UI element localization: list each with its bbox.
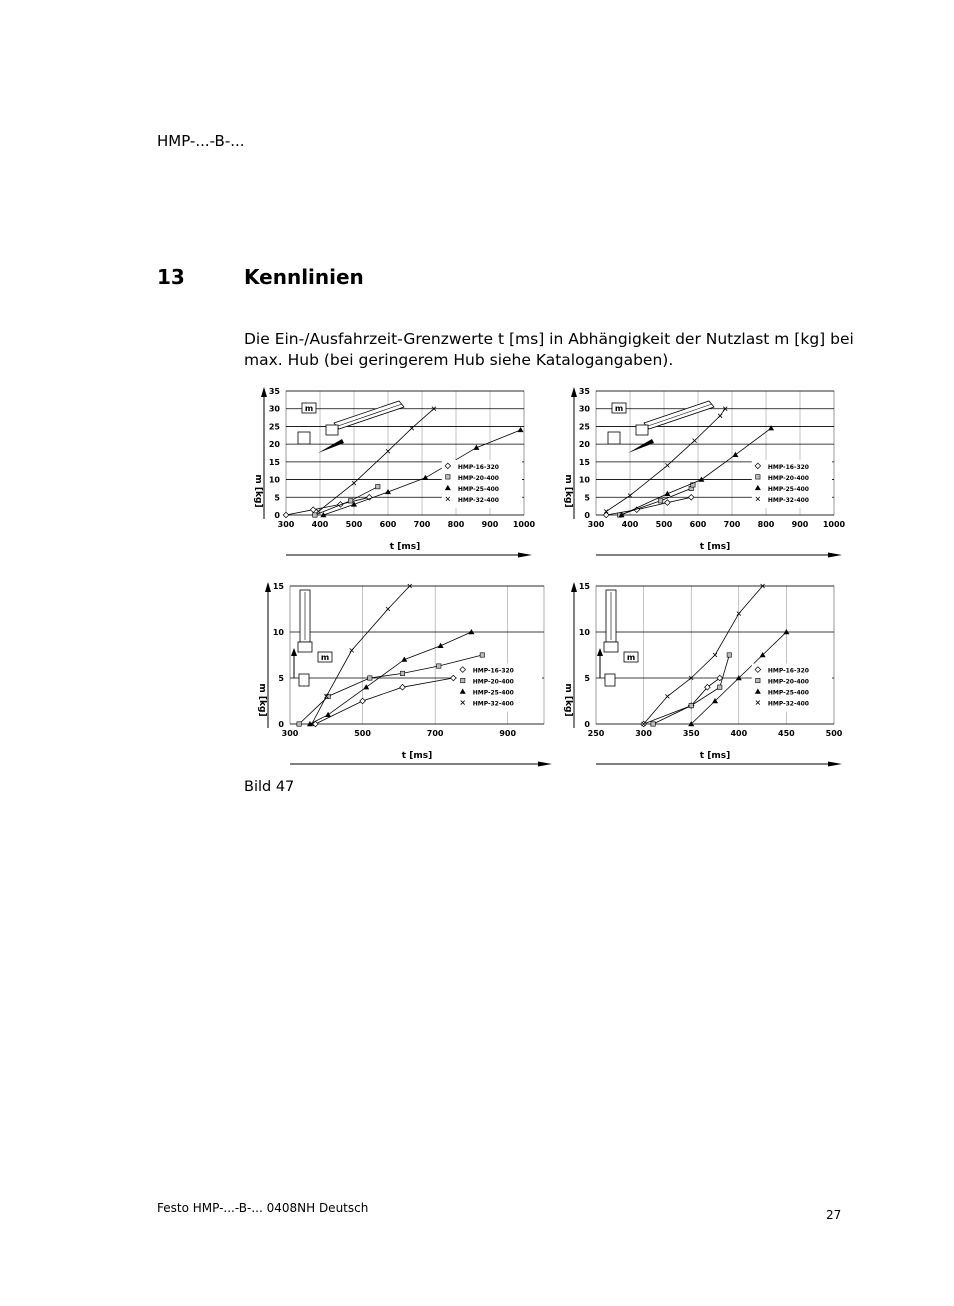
y-tick-label: 10 (578, 628, 590, 637)
data-point-cross (693, 439, 697, 443)
y-tick-label: 5 (274, 493, 280, 503)
footer-text: Festo HMP-...-B-... 0408NH Deutsch (157, 1201, 369, 1215)
y-tick-label: 0 (278, 720, 284, 729)
x-tick-label: 500 (345, 520, 363, 529)
data-point-triangle (422, 475, 428, 480)
data-point-cross (718, 414, 722, 418)
actuator-illustration (597, 590, 638, 686)
figure-caption: Bild 47 (244, 779, 295, 795)
data-point-triangle (698, 477, 704, 482)
series-line (644, 586, 763, 724)
x-tick-label: 900 (791, 520, 809, 529)
series-hmp-25-400 (307, 629, 474, 726)
data-point-square (368, 676, 372, 680)
series-hmp-32-400 (642, 584, 765, 726)
y-tick-label: 20 (578, 440, 590, 450)
y-tick-label: 0 (584, 511, 590, 520)
y-tick-label: 10 (578, 475, 590, 485)
legend (752, 460, 832, 508)
data-point-cross (350, 648, 354, 652)
chart-svg (548, 578, 848, 763)
x-tick-label: 900 (499, 729, 517, 738)
x-tick-label: 700 (413, 520, 431, 529)
y-tick-label: 10 (272, 628, 284, 637)
x-tick-label: 700 (723, 520, 741, 529)
page-number: 27 (826, 1208, 842, 1222)
series-hmp-16-320 (641, 675, 723, 727)
section-title: Kennlinien (244, 265, 364, 289)
data-point-triangle (768, 425, 774, 430)
series-line (299, 655, 482, 724)
x-tick-label: 600 (379, 520, 397, 529)
data-point-triangle (783, 629, 789, 634)
mass-icon-label: m (626, 653, 636, 662)
series-hmp-20-400 (618, 483, 696, 518)
x-tick-label: 1000 (822, 520, 846, 529)
data-point-diamond (360, 698, 366, 704)
legend-label: HMP-20-400 (457, 474, 499, 482)
y-tick-label: 20 (268, 440, 280, 450)
legend (442, 460, 522, 508)
data-point-cross (316, 509, 320, 513)
y-axis-arrowhead (265, 582, 271, 592)
legend-label: HMP-16-320 (472, 667, 514, 675)
x-tick-label: 600 (689, 520, 707, 529)
x-axis-label: t [ms] (699, 542, 731, 552)
x-axis-label: t [ms] (389, 542, 421, 552)
legend-label: HMP-16-320 (767, 667, 809, 675)
data-point-diamond (283, 512, 289, 518)
x-tick-label: 400 (311, 520, 329, 529)
legend-label: HMP-32-400 (472, 700, 514, 708)
y-tick-label: 0 (584, 720, 590, 729)
data-point-square (376, 484, 380, 488)
legend-label: HMP-25-400 (457, 485, 499, 493)
data-point-triangle (664, 491, 670, 496)
series-hmp-20-400 (297, 653, 485, 726)
x-tick-label: 350 (682, 729, 700, 738)
y-axis-arrowhead (571, 582, 577, 592)
data-point-diamond (400, 684, 406, 690)
x-axis-arrowhead (518, 553, 532, 558)
x-axis-label: t [ms] (699, 751, 731, 761)
data-point-square (689, 703, 693, 707)
data-point-square (651, 722, 655, 726)
data-point-square (461, 678, 465, 682)
data-point-square (718, 685, 722, 689)
data-point-cross (665, 694, 669, 698)
chart-svg (238, 578, 558, 763)
data-point-square (658, 499, 662, 503)
data-point-triangle (518, 427, 524, 432)
x-tick-label: 900 (481, 520, 499, 529)
y-axis-arrowhead (261, 387, 267, 397)
data-point-square (297, 722, 301, 726)
y-axis-label: m [kg] (253, 474, 263, 508)
x-tick-label: 1000 (512, 520, 536, 529)
legend-label: HMP-32-400 (457, 496, 499, 504)
series-line (286, 497, 369, 515)
data-point-square (400, 671, 404, 675)
y-axis-label: m [kg] (563, 683, 573, 717)
mass-icon-label: m (320, 653, 330, 662)
legend-label: HMP-25-400 (767, 689, 809, 697)
legend (752, 664, 832, 712)
y-tick-label: 35 (268, 387, 280, 396)
x-tick-label: 450 (778, 729, 795, 738)
data-point-triangle (438, 643, 444, 648)
chart-bottom-left (238, 578, 558, 763)
legend-label: HMP-16-320 (457, 463, 499, 471)
legend-label: HMP-20-400 (767, 474, 809, 482)
data-point-square (756, 475, 760, 479)
series-line (315, 678, 453, 724)
actuator-illustration (291, 590, 332, 686)
y-axis-label: m [kg] (257, 683, 267, 717)
chart-svg (238, 383, 538, 563)
data-point-square (727, 653, 731, 657)
chart-bottom-right (548, 578, 848, 763)
legend-label: HMP-16-320 (767, 463, 809, 471)
x-tick-label: 500 (825, 729, 843, 738)
x-tick-label: 300 (587, 520, 605, 529)
data-point-square (348, 499, 352, 503)
data-point-cross (665, 463, 669, 467)
y-tick-label: 15 (578, 457, 590, 467)
y-tick-label: 0 (274, 511, 280, 520)
x-tick-label: 300 (635, 729, 652, 738)
y-tick-label: 15 (272, 582, 284, 591)
data-point-triangle (325, 712, 331, 717)
series-hmp-16-320 (603, 494, 694, 517)
x-axis-arrowhead (828, 762, 842, 767)
data-point-triangle (468, 629, 474, 634)
y-tick-label: 25 (268, 422, 280, 432)
mass-icon-label: m (304, 404, 314, 413)
legend (457, 664, 542, 712)
x-tick-label: 500 (354, 729, 371, 738)
data-point-square (437, 664, 441, 668)
series-line (315, 487, 378, 515)
x-tick-label: 300 (281, 729, 299, 738)
chart-top-left (238, 383, 538, 563)
y-tick-label: 15 (578, 582, 590, 591)
y-tick-label: 5 (584, 493, 590, 503)
legend-label: HMP-20-400 (767, 678, 809, 686)
legend-label: HMP-25-400 (472, 689, 514, 697)
data-point-diamond (688, 494, 694, 500)
section-number: 13 (157, 265, 185, 289)
legend-label: HMP-20-400 (472, 678, 514, 686)
y-axis-label: m [kg] (563, 474, 573, 508)
x-axis-arrowhead (828, 553, 842, 558)
chart-top-right (548, 383, 848, 563)
y-tick-label: 5 (584, 674, 590, 683)
data-point-square (480, 653, 484, 657)
y-tick-label: 35 (578, 387, 590, 396)
y-axis-arrowhead (571, 387, 577, 397)
legend-label: HMP-25-400 (767, 485, 809, 493)
data-point-diamond (450, 675, 456, 681)
data-point-triangle (732, 452, 738, 457)
x-tick-label: 400 (621, 520, 639, 529)
x-tick-label: 250 (587, 729, 605, 738)
data-point-square (446, 475, 450, 479)
data-point-cross (386, 607, 390, 611)
series-line (606, 409, 725, 512)
data-point-diamond (665, 500, 671, 506)
mass-icon-label: m (614, 404, 624, 413)
y-tick-label: 30 (578, 404, 590, 414)
x-tick-label: 300 (277, 520, 295, 529)
y-tick-label: 15 (268, 457, 280, 467)
y-tick-label: 10 (268, 475, 280, 485)
series-line (622, 428, 772, 515)
series-hmp-16-320 (283, 494, 372, 517)
chart-svg (548, 383, 848, 563)
x-tick-label: 700 (426, 729, 444, 738)
x-tick-label: 400 (730, 729, 748, 738)
y-tick-label: 25 (578, 422, 590, 432)
x-tick-label: 500 (655, 520, 673, 529)
series-line (606, 497, 691, 515)
legend-label: HMP-32-400 (767, 496, 809, 504)
x-tick-label: 800 (447, 520, 465, 529)
y-tick-label: 30 (268, 404, 280, 414)
legend-label: HMP-32-400 (767, 700, 809, 708)
y-tick-label: 5 (278, 674, 284, 683)
data-point-triangle (363, 684, 369, 689)
document-id: HMP-...-B-... (157, 132, 245, 150)
x-axis-label: t [ms] (401, 751, 433, 761)
x-tick-label: 800 (757, 520, 775, 529)
intro-paragraph: Die Ein-/Ausfahrzeit-Grenzwerte t [ms] in Abhängigkeit der Nutzlast m [kg] bei max. Hub (bei geringerem Hub siehe Katalogangaben). (244, 330, 854, 369)
data-point-diamond (310, 507, 316, 513)
data-point-square (756, 678, 760, 682)
data-point-cross (713, 653, 717, 657)
